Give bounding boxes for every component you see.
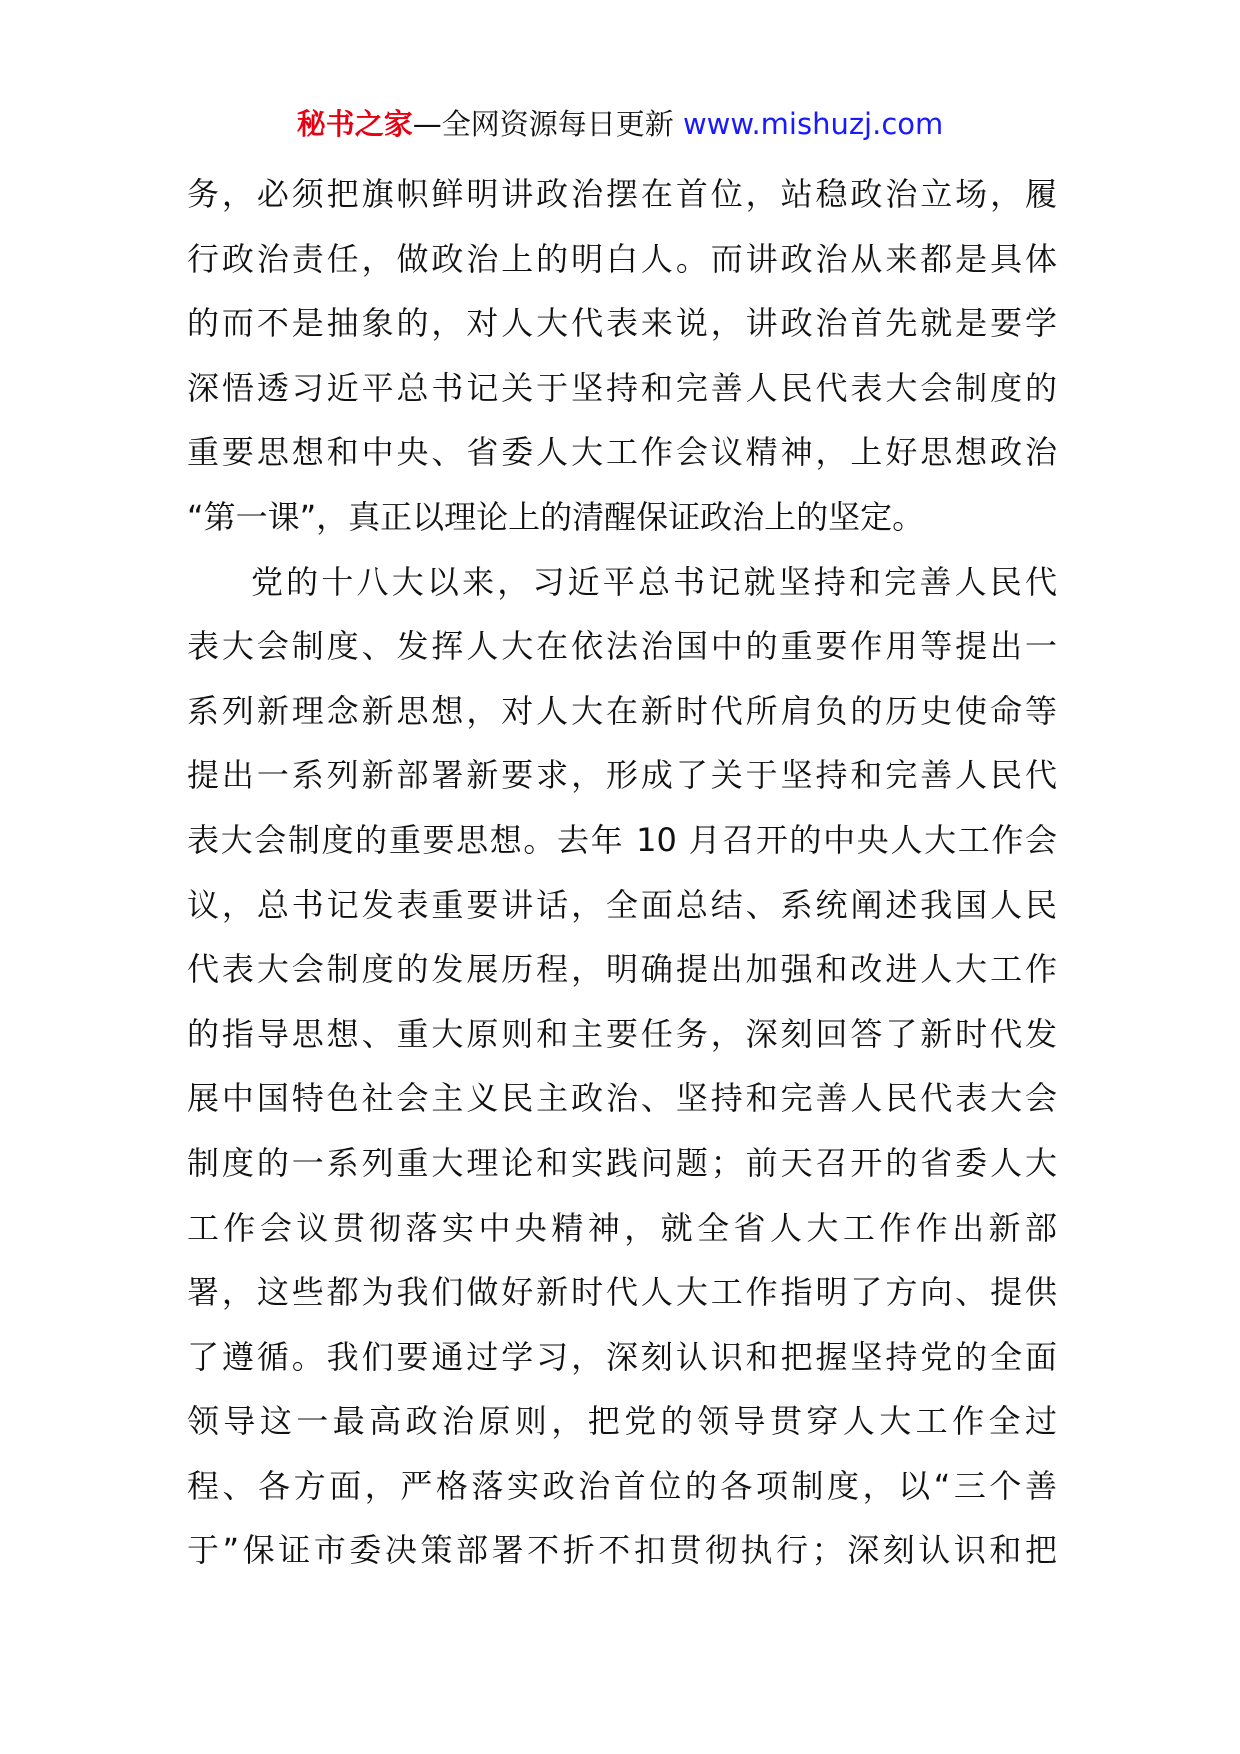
brand-name: 秘书之家 bbox=[296, 107, 413, 141]
site-url-link[interactable]: www.mishuzj.com bbox=[682, 107, 944, 141]
text-line: 展中国特色社会主义民主政治、坚持和完善人民代表大会 bbox=[187, 1079, 1057, 1118]
text-line: 重要思想和中央、省委人大工作会议精神，上好思想政治 bbox=[187, 433, 1057, 472]
header-tagline: —全网资源每日更新 bbox=[412, 107, 674, 141]
text-line: 党的十八大以来，习近平总书记就坚持和完善人民代 bbox=[251, 562, 1057, 601]
text-line: 工作会议贯彻落实中央精神，就全省人大工作作出新部 bbox=[187, 1208, 1057, 1247]
text-line: 于”保证市委决策部署不折不扣贯彻执行；深刻认识和把 bbox=[187, 1531, 1057, 1570]
paragraph-1 bbox=[187, 162, 1057, 550]
text-line: 的而不是抽象的，对人大代表来说，讲政治首先就是要学 bbox=[187, 304, 1057, 343]
text-line: 表大会制度的重要思想。去年 10 月召开的中央人大工作会 bbox=[187, 820, 1057, 859]
text-line: 领导这一最高政治原则，把党的领导贯穿人大工作全过 bbox=[187, 1402, 1057, 1441]
paragraph-2 bbox=[187, 550, 1057, 1584]
text-line: 议，总书记发表重要讲话，全面总结、系统阐述我国人民 bbox=[187, 885, 1057, 924]
page-header bbox=[0, 98, 1240, 150]
document-body bbox=[187, 162, 1057, 1583]
text-line: “第一课”，真正以理论上的清醒保证政治上的坚定。 bbox=[187, 497, 925, 536]
text-line: 代表大会制度的发展历程，明确提出加强和改进人大工作 bbox=[187, 950, 1057, 989]
text-line: 的指导思想、重大原则和主要任务，深刻回答了新时代发 bbox=[187, 1014, 1057, 1053]
text-line: 制度的一系列重大理论和实践问题；前天召开的省委人大 bbox=[187, 1143, 1057, 1182]
text-line: 系列新理念新思想，对人大在新时代所肩负的历史使命等 bbox=[187, 691, 1057, 730]
text-line: 务，必须把旗帜鲜明讲政治摆在首位，站稳政治立场，履 bbox=[187, 175, 1057, 213]
text-line: 表大会制度、发挥人大在依法治国中的重要作用等提出一 bbox=[187, 627, 1057, 666]
text-line: 了遵循。我们要通过学习，深刻认识和把握坚持党的全面 bbox=[187, 1337, 1057, 1376]
text-line: 行政治责任，做政治上的明白人。而讲政治从来都是具体 bbox=[187, 239, 1057, 278]
text-line: 提出一系列新部署新要求，形成了关于坚持和完善人民代 bbox=[187, 756, 1057, 795]
text-line: 署，这些都为我们做好新时代人大工作指明了方向、提供 bbox=[187, 1273, 1057, 1312]
text-line: 深悟透习近平总书记关于坚持和完善人民代表大会制度的 bbox=[187, 368, 1057, 407]
text-line: 程、各方面，严格落实政治首位的各项制度，以“三个善 bbox=[187, 1466, 1057, 1505]
